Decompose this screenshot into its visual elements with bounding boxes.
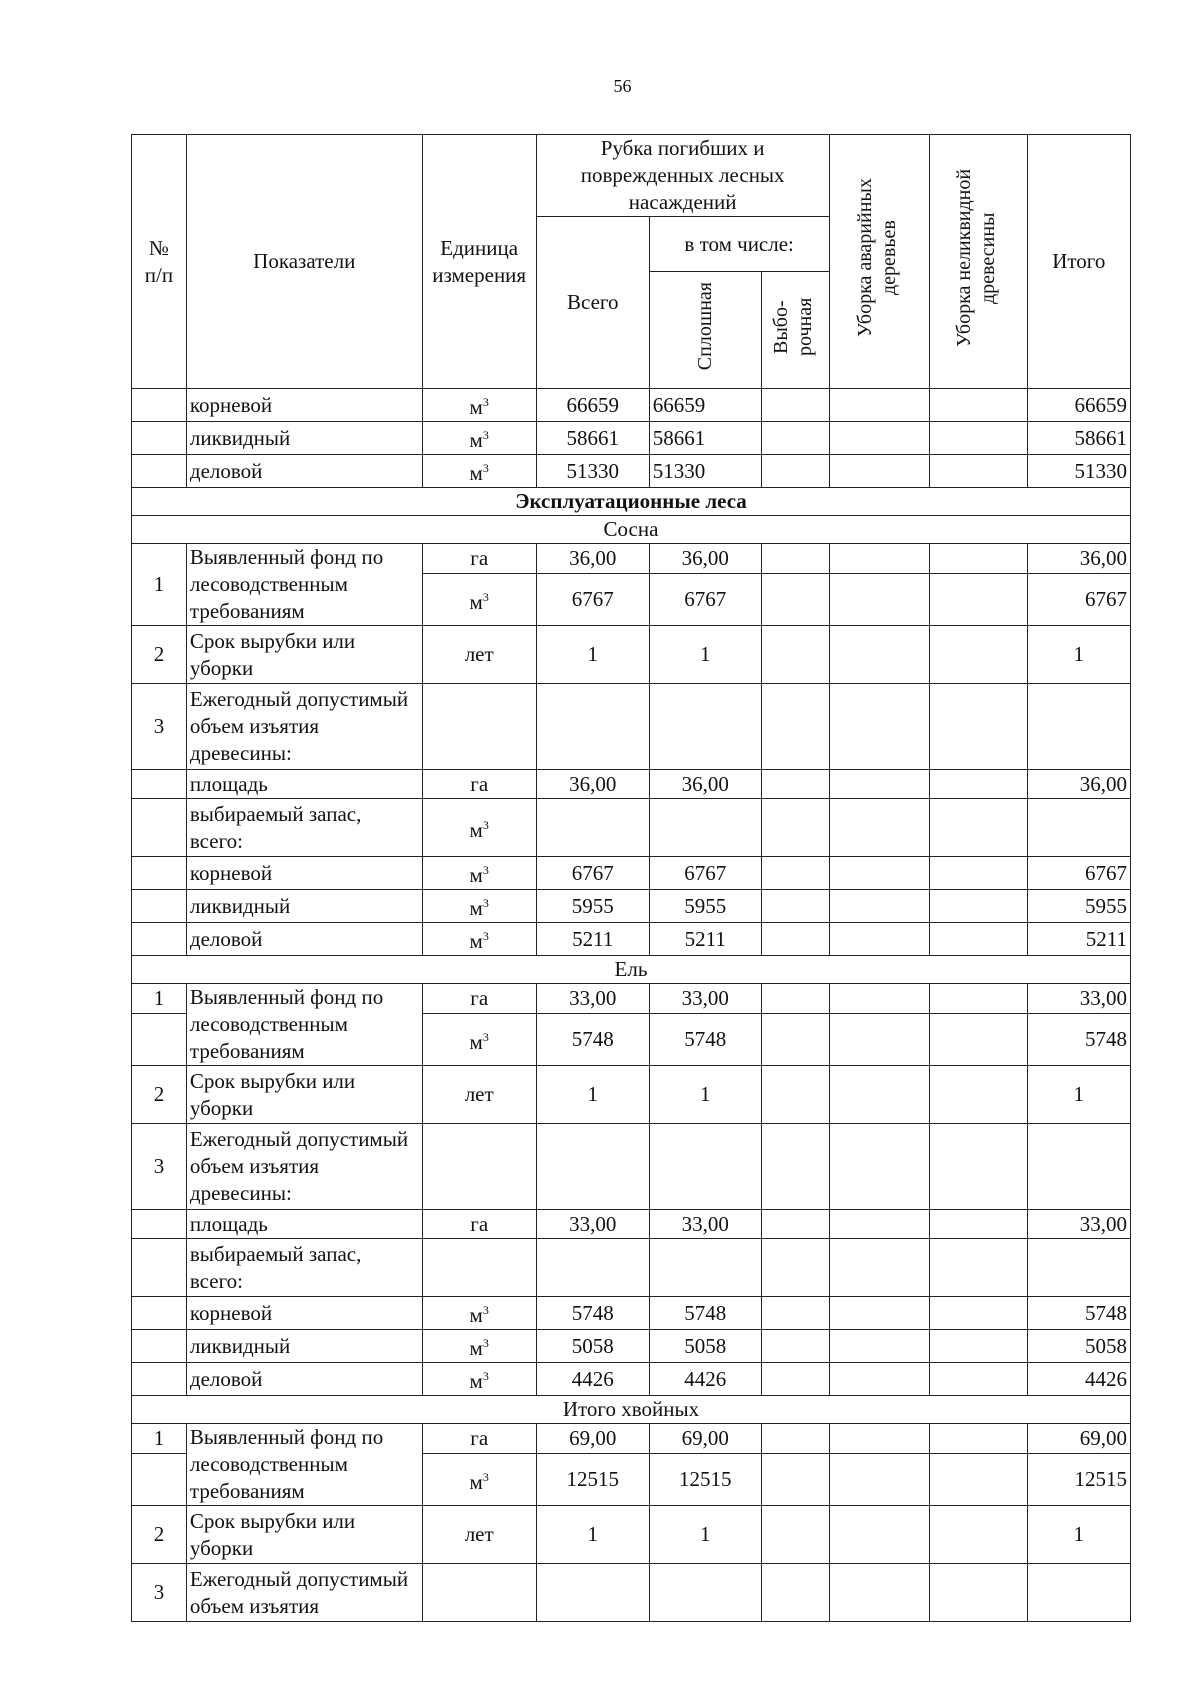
cell-unmerch bbox=[929, 684, 1027, 770]
cell-total: 36,00 bbox=[536, 770, 649, 799]
cell-clear: 5058 bbox=[649, 1330, 761, 1363]
cell-itogo bbox=[1027, 1239, 1130, 1297]
table-row bbox=[132, 799, 1131, 857]
cell-unmerch bbox=[929, 422, 1027, 455]
cell-selective bbox=[761, 1066, 829, 1124]
cell-num: 3 bbox=[132, 1124, 187, 1210]
cell-selective bbox=[761, 389, 829, 422]
cell-unit bbox=[422, 857, 536, 890]
cell-itogo: 12515 bbox=[1027, 1454, 1130, 1506]
header-unit: Единица измерения bbox=[422, 135, 536, 389]
cell-emergency bbox=[829, 1330, 929, 1363]
group-title: Итого хвойных bbox=[132, 1396, 1131, 1424]
cell-total: 6767 bbox=[536, 574, 649, 626]
cell-unit bbox=[422, 1564, 536, 1622]
cell-itogo: 69,00 bbox=[1027, 1424, 1130, 1454]
cell-unmerch bbox=[929, 1363, 1027, 1396]
unit-m3: м bbox=[469, 461, 483, 485]
cell-total: 4426 bbox=[536, 1363, 649, 1396]
cell-itogo bbox=[1027, 1124, 1130, 1210]
cell-unit: га bbox=[422, 1424, 536, 1454]
cell-selective bbox=[761, 1424, 829, 1454]
cell-itogo: 1 bbox=[1027, 1066, 1130, 1124]
header-num bbox=[132, 135, 187, 389]
cell-clear: 5748 bbox=[649, 1297, 761, 1330]
cell-num bbox=[132, 1210, 187, 1239]
cell-num bbox=[132, 857, 187, 890]
cell-num: 1 bbox=[132, 984, 187, 1014]
group-title: Сосна bbox=[132, 516, 1131, 544]
header-felling-group: Рубка погибших и поврежденных лесных насаждений bbox=[536, 135, 829, 217]
cell-itogo: 33,00 bbox=[1027, 984, 1130, 1014]
cell-clear: 1 bbox=[649, 1066, 761, 1124]
cell-itogo: 5211 bbox=[1027, 923, 1130, 956]
cell-emergency bbox=[829, 923, 929, 956]
cell-emergency bbox=[829, 1506, 929, 1564]
cell-emergency bbox=[829, 890, 929, 923]
cell-itogo: 33,00 bbox=[1027, 1210, 1130, 1239]
cell-itogo: 6767 bbox=[1027, 857, 1130, 890]
cell-total: 33,00 bbox=[536, 1210, 649, 1239]
cell-num: 2 bbox=[132, 1066, 187, 1124]
unit-sup: 3 bbox=[482, 428, 489, 442]
cell-total: 51330 bbox=[536, 455, 649, 488]
unit-sup: 3 bbox=[482, 1369, 489, 1383]
cell-unit bbox=[422, 1239, 536, 1297]
cell-unmerch bbox=[929, 544, 1027, 574]
header-clear bbox=[649, 272, 761, 389]
cell-emergency bbox=[829, 1124, 929, 1210]
cell-total: 1 bbox=[536, 626, 649, 684]
cell-num bbox=[132, 455, 187, 488]
cell-total: 1 bbox=[536, 1506, 649, 1564]
cell-itogo: 5748 bbox=[1027, 1014, 1130, 1066]
cell-itogo: 1 bbox=[1027, 626, 1130, 684]
cell-label: корневой bbox=[186, 857, 422, 890]
cell-emergency bbox=[829, 984, 929, 1014]
cell-itogo: 36,00 bbox=[1027, 770, 1130, 799]
cell-clear bbox=[649, 1239, 761, 1297]
cell-unmerch bbox=[929, 574, 1027, 626]
unit-sup: 3 bbox=[482, 896, 489, 910]
cell-unmerch bbox=[929, 1210, 1027, 1239]
header-selective-text: Выбо- рочная bbox=[770, 297, 817, 356]
cell-selective bbox=[761, 544, 829, 574]
table-row bbox=[132, 544, 1131, 574]
table-row bbox=[132, 626, 1131, 684]
unit-m3: м bbox=[469, 1303, 483, 1327]
cell-clear: 66659 bbox=[649, 389, 761, 422]
cell-num bbox=[132, 1297, 187, 1330]
cell-label: Срок вырубки или уборки bbox=[186, 1066, 422, 1124]
cell-label: площадь bbox=[186, 770, 422, 799]
cell-emergency bbox=[829, 1066, 929, 1124]
cell-selective bbox=[761, 1210, 829, 1239]
unit-sup: 3 bbox=[482, 1303, 489, 1317]
cell-num bbox=[132, 770, 187, 799]
cell-total: 36,00 bbox=[536, 544, 649, 574]
cell-label: выбираемый запас, всего: bbox=[186, 799, 422, 857]
table-row bbox=[132, 923, 1131, 956]
cell-selective bbox=[761, 1239, 829, 1297]
cell-clear: 12515 bbox=[649, 1454, 761, 1506]
table-row bbox=[132, 1564, 1131, 1622]
cell-selective bbox=[761, 455, 829, 488]
cell-unit bbox=[422, 684, 536, 770]
cell-unmerch bbox=[929, 1330, 1027, 1363]
cell-clear: 5748 bbox=[649, 1014, 761, 1066]
cell-selective bbox=[761, 1454, 829, 1506]
unit-m3: м bbox=[469, 395, 483, 419]
table-row bbox=[132, 1330, 1131, 1363]
cell-label: выбираемый запас, всего: bbox=[186, 1239, 422, 1297]
cell-num: 3 bbox=[132, 1564, 187, 1622]
cell-label: Срок вырубки или уборки bbox=[186, 626, 422, 684]
cell-clear: 36,00 bbox=[649, 544, 761, 574]
header-emergency bbox=[829, 135, 929, 389]
cell-total: 5058 bbox=[536, 1330, 649, 1363]
unit-sup: 3 bbox=[482, 395, 489, 409]
header-grand-total: Итого bbox=[1027, 135, 1130, 389]
cell-total bbox=[536, 799, 649, 857]
cell-clear: 51330 bbox=[649, 455, 761, 488]
cell-emergency bbox=[829, 1210, 929, 1239]
cell-itogo: 5748 bbox=[1027, 1297, 1130, 1330]
cell-emergency bbox=[829, 857, 929, 890]
cell-num bbox=[132, 389, 187, 422]
cell-itogo: 36,00 bbox=[1027, 544, 1130, 574]
cell-num bbox=[132, 1454, 187, 1506]
table-row bbox=[132, 389, 1131, 422]
cell-clear bbox=[649, 799, 761, 857]
cell-itogo: 6767 bbox=[1027, 574, 1130, 626]
cell-selective bbox=[761, 1124, 829, 1210]
cell-label: Ежегодный допустимый объем изъятия bbox=[186, 1564, 422, 1622]
header-num-text: № п/п bbox=[144, 235, 174, 287]
cell-unit bbox=[422, 1014, 536, 1066]
cell-unit: лет bbox=[422, 1066, 536, 1124]
cell-total: 6767 bbox=[536, 857, 649, 890]
cell-selective bbox=[761, 890, 829, 923]
cell-itogo: 51330 bbox=[1027, 455, 1130, 488]
header-unmerchantable-text: Уборка неликвидной древесины bbox=[953, 168, 1000, 348]
cell-emergency bbox=[829, 389, 929, 422]
cell-clear: 1 bbox=[649, 626, 761, 684]
cell-selective bbox=[761, 923, 829, 956]
unit-m3: м bbox=[469, 896, 483, 920]
cell-unmerch bbox=[929, 455, 1027, 488]
cell-total: 5211 bbox=[536, 923, 649, 956]
unit-sup: 3 bbox=[482, 929, 489, 943]
cell-itogo bbox=[1027, 684, 1130, 770]
cell-unit: га bbox=[422, 544, 536, 574]
cell-total bbox=[536, 1239, 649, 1297]
cell-itogo: 66659 bbox=[1027, 389, 1130, 422]
cell-total: 1 bbox=[536, 1066, 649, 1124]
table-row bbox=[132, 984, 1131, 1014]
cell-unit: га bbox=[422, 1210, 536, 1239]
cell-selective bbox=[761, 574, 829, 626]
cell-unmerch bbox=[929, 857, 1027, 890]
cell-unit bbox=[422, 923, 536, 956]
header-total: Всего bbox=[536, 217, 649, 389]
cell-total: 5955 bbox=[536, 890, 649, 923]
unit-sup: 3 bbox=[482, 1469, 489, 1484]
cell-num bbox=[132, 923, 187, 956]
cell-total bbox=[536, 1564, 649, 1622]
cell-unit bbox=[422, 574, 536, 626]
cell-unmerch bbox=[929, 389, 1027, 422]
table-row bbox=[132, 1297, 1131, 1330]
cell-label: Ежегодный допустимый объем изъятия древесины: bbox=[186, 684, 422, 770]
cell-emergency bbox=[829, 1454, 929, 1506]
cell-total: 33,00 bbox=[536, 984, 649, 1014]
unit-m3: м bbox=[469, 929, 483, 953]
cell-total bbox=[536, 684, 649, 770]
cell-label: корневой bbox=[186, 1297, 422, 1330]
cell-clear: 5955 bbox=[649, 890, 761, 923]
header-indicators: Показатели bbox=[186, 135, 422, 389]
cell-unit bbox=[422, 389, 536, 422]
table-row bbox=[132, 1066, 1131, 1124]
unit-m3: м bbox=[469, 589, 483, 614]
table-row bbox=[132, 1239, 1131, 1297]
cell-clear: 33,00 bbox=[649, 1210, 761, 1239]
cell-num bbox=[132, 1014, 187, 1066]
cell-num bbox=[132, 422, 187, 455]
cell-emergency bbox=[829, 684, 929, 770]
cell-clear: 4426 bbox=[649, 1363, 761, 1396]
cell-num bbox=[132, 890, 187, 923]
cell-unit bbox=[422, 422, 536, 455]
cell-unit: га bbox=[422, 984, 536, 1014]
unit-m3: м bbox=[469, 428, 483, 452]
cell-selective bbox=[761, 422, 829, 455]
cell-selective bbox=[761, 1564, 829, 1622]
page-number: 56 bbox=[613, 76, 632, 96]
header-clear-text: Сплошная bbox=[694, 282, 717, 371]
cell-unmerch bbox=[929, 1297, 1027, 1330]
table-row bbox=[132, 1424, 1131, 1454]
unit-sup: 3 bbox=[482, 1029, 489, 1044]
section-title: Эксплуатационные леса bbox=[132, 488, 1131, 516]
cell-selective bbox=[761, 684, 829, 770]
cell-num bbox=[132, 1363, 187, 1396]
cell-total bbox=[536, 1124, 649, 1210]
cell-num: 3 bbox=[132, 684, 187, 770]
table-row bbox=[132, 422, 1131, 455]
cell-selective bbox=[761, 1363, 829, 1396]
cell-selective bbox=[761, 770, 829, 799]
unit-sup: 3 bbox=[482, 589, 489, 604]
cell-selective bbox=[761, 626, 829, 684]
cell-emergency bbox=[829, 1297, 929, 1330]
cell-itogo: 5955 bbox=[1027, 890, 1130, 923]
table-row bbox=[132, 857, 1131, 890]
cell-unit bbox=[422, 1124, 536, 1210]
cell-selective bbox=[761, 1330, 829, 1363]
cell-label: площадь bbox=[186, 1210, 422, 1239]
cell-unit bbox=[422, 1363, 536, 1396]
cell-emergency bbox=[829, 455, 929, 488]
table-row bbox=[132, 455, 1131, 488]
cell-num bbox=[132, 1239, 187, 1297]
cell-clear: 69,00 bbox=[649, 1424, 761, 1454]
cell-clear: 58661 bbox=[649, 422, 761, 455]
group-title: Ель bbox=[132, 956, 1131, 984]
unit-m3: м bbox=[469, 863, 483, 887]
cell-num bbox=[132, 799, 187, 857]
cell-selective bbox=[761, 1506, 829, 1564]
cell-unit: лет bbox=[422, 626, 536, 684]
cell-emergency bbox=[829, 1424, 929, 1454]
cell-unmerch bbox=[929, 799, 1027, 857]
cell-clear bbox=[649, 1124, 761, 1210]
header-unmerchantable bbox=[929, 135, 1027, 389]
cell-clear: 36,00 bbox=[649, 770, 761, 799]
cell-unit bbox=[422, 1297, 536, 1330]
cell-unit bbox=[422, 455, 536, 488]
unit-m3: м bbox=[469, 1336, 483, 1360]
cell-clear: 6767 bbox=[649, 857, 761, 890]
cell-label: корневой bbox=[186, 389, 422, 422]
cell-itogo: 5058 bbox=[1027, 1330, 1130, 1363]
cell-emergency bbox=[829, 422, 929, 455]
unit-m3: м bbox=[469, 1369, 483, 1393]
cell-label: деловой bbox=[186, 923, 422, 956]
cell-emergency bbox=[829, 574, 929, 626]
cell-label: Ежегодный допустимый объем изъятия древесины: bbox=[186, 1124, 422, 1210]
cell-emergency bbox=[829, 799, 929, 857]
header-selective bbox=[761, 272, 829, 389]
cell-selective bbox=[761, 857, 829, 890]
forest-table bbox=[131, 134, 1131, 1622]
cell-unmerch bbox=[929, 770, 1027, 799]
cell-unmerch bbox=[929, 1454, 1027, 1506]
cell-itogo bbox=[1027, 1564, 1130, 1622]
table-row bbox=[132, 1210, 1131, 1239]
cell-unmerch bbox=[929, 1066, 1027, 1124]
table-row bbox=[132, 684, 1131, 770]
cell-num: 2 bbox=[132, 1506, 187, 1564]
cell-unit: лет bbox=[422, 1506, 536, 1564]
cell-label: ликвидный bbox=[186, 422, 422, 455]
unit-sup: 3 bbox=[482, 817, 489, 832]
cell-label: Выявленный фонд по лесоводственным требованиям bbox=[186, 1424, 422, 1506]
cell-unit bbox=[422, 1330, 536, 1363]
cell-emergency bbox=[829, 1564, 929, 1622]
table-row bbox=[132, 890, 1131, 923]
cell-itogo: 4426 bbox=[1027, 1363, 1130, 1396]
unit-sup: 3 bbox=[482, 863, 489, 877]
cell-total: 5748 bbox=[536, 1014, 649, 1066]
cell-total: 5748 bbox=[536, 1297, 649, 1330]
cell-num bbox=[132, 1330, 187, 1363]
cell-unmerch bbox=[929, 1124, 1027, 1210]
cell-unit bbox=[422, 1454, 536, 1506]
cell-unmerch bbox=[929, 1424, 1027, 1454]
cell-unmerch bbox=[929, 1239, 1027, 1297]
cell-num: 1 bbox=[132, 1424, 187, 1454]
cell-selective bbox=[761, 1014, 829, 1066]
cell-selective bbox=[761, 1297, 829, 1330]
cell-label: ликвидный bbox=[186, 1330, 422, 1363]
cell-total: 12515 bbox=[536, 1454, 649, 1506]
cell-label: деловой bbox=[186, 1363, 422, 1396]
cell-itogo: 1 bbox=[1027, 1506, 1130, 1564]
cell-label: Выявленный фонд по лесоводственным требованиям bbox=[186, 984, 422, 1066]
cell-itogo: 58661 bbox=[1027, 422, 1130, 455]
unit-m3: м bbox=[469, 817, 483, 842]
cell-clear bbox=[649, 684, 761, 770]
cell-total: 66659 bbox=[536, 389, 649, 422]
cell-num: 2 bbox=[132, 626, 187, 684]
table-row bbox=[132, 1124, 1131, 1210]
unit-m3: м bbox=[469, 1029, 483, 1054]
cell-unmerch bbox=[929, 1564, 1027, 1622]
cell-itogo bbox=[1027, 799, 1130, 857]
header-including: в том числе: bbox=[649, 217, 829, 272]
cell-emergency bbox=[829, 1363, 929, 1396]
cell-unmerch bbox=[929, 890, 1027, 923]
cell-unmerch bbox=[929, 984, 1027, 1014]
table-row bbox=[132, 1506, 1131, 1564]
cell-clear: 1 bbox=[649, 1506, 761, 1564]
cell-emergency bbox=[829, 1239, 929, 1297]
cell-emergency bbox=[829, 544, 929, 574]
cell-unit: га bbox=[422, 770, 536, 799]
cell-emergency bbox=[829, 626, 929, 684]
cell-label: деловой bbox=[186, 455, 422, 488]
cell-unit bbox=[422, 890, 536, 923]
cell-selective bbox=[761, 984, 829, 1014]
cell-clear bbox=[649, 1564, 761, 1622]
cell-emergency bbox=[829, 770, 929, 799]
cell-label: Выявленный фонд по лесоводственным требованиям bbox=[186, 544, 422, 626]
cell-clear: 5211 bbox=[649, 923, 761, 956]
unit-sup: 3 bbox=[482, 461, 489, 475]
table-row bbox=[132, 1363, 1131, 1396]
cell-total: 69,00 bbox=[536, 1424, 649, 1454]
unit-sup: 3 bbox=[482, 1336, 489, 1350]
cell-total: 58661 bbox=[536, 422, 649, 455]
unit-m3: м bbox=[469, 1469, 483, 1494]
cell-unmerch bbox=[929, 1014, 1027, 1066]
cell-emergency bbox=[829, 1014, 929, 1066]
cell-unit bbox=[422, 799, 536, 857]
cell-clear: 33,00 bbox=[649, 984, 761, 1014]
table-row bbox=[132, 770, 1131, 799]
cell-selective bbox=[761, 799, 829, 857]
cell-label: Срок вырубки или уборки bbox=[186, 1506, 422, 1564]
cell-clear: 6767 bbox=[649, 574, 761, 626]
cell-unmerch bbox=[929, 1506, 1027, 1564]
cell-unmerch bbox=[929, 626, 1027, 684]
cell-num: 1 bbox=[132, 544, 187, 626]
cell-unmerch bbox=[929, 923, 1027, 956]
header-emergency-text: Уборка аварийных деревьев bbox=[854, 178, 901, 338]
cell-label: ликвидный bbox=[186, 890, 422, 923]
